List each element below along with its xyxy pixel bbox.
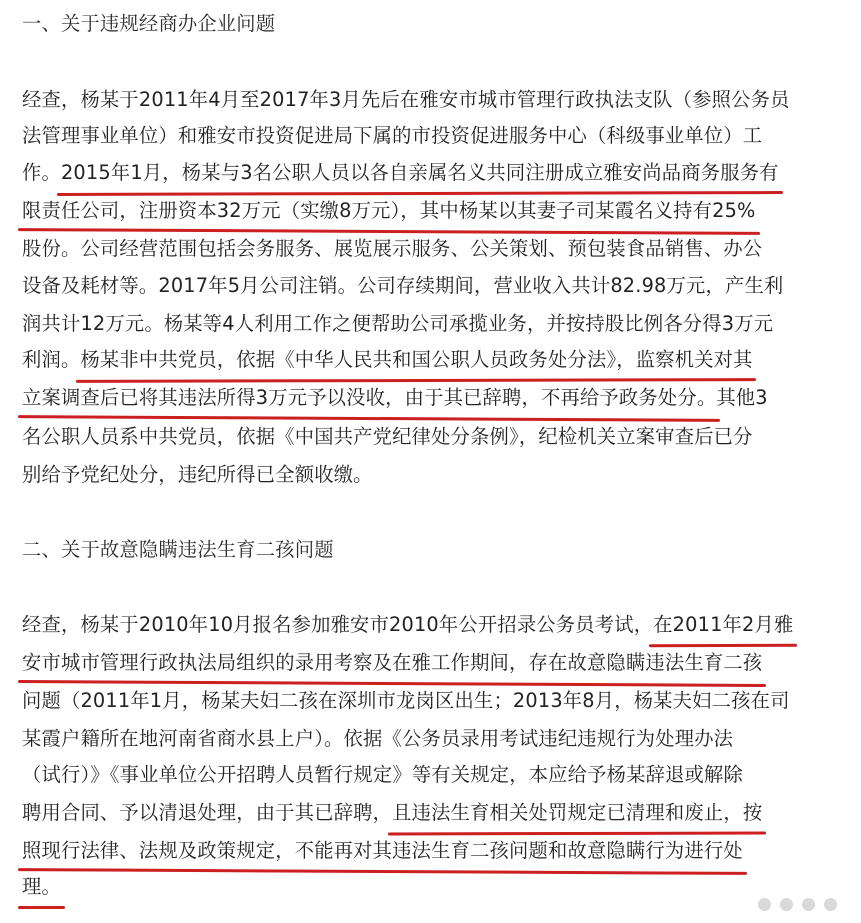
underlined-text: 理。 xyxy=(22,869,61,905)
plain-text: 其他3 xyxy=(716,386,768,409)
underlined-text: 照现行法律、法规及政策规定，不能再对其违法生育二孩问题和故意隐瞒行为进行处 xyxy=(22,833,743,869)
underlined-text: 杨某非中共党员，依据《中华人民共和国公职人员政务处分法》，监察机关对其 xyxy=(80,342,752,378)
underlined-text: 限责任公司，注册资本32万元（实缴8万元），其中杨某以其妻子司某霞名义持有25% xyxy=(22,193,756,229)
paragraph-line xyxy=(22,795,762,831)
paragraph-line: 经查，杨某于2011年4月至2017年3月先后在雅安市城市管理行政执法支队（参照公务员 xyxy=(22,88,790,111)
paragraph-line xyxy=(22,607,793,643)
paragraph-line xyxy=(22,869,61,905)
underlined-text: 且违法生育相关处罚规定已清理和废止，按 xyxy=(392,795,762,831)
paragraph-line xyxy=(22,380,768,416)
paragraph-line xyxy=(22,833,743,869)
section2-heading: 二、关于故意隐瞒违法生育二孩问题 xyxy=(22,538,334,561)
underlined-text: 在2011年2月雅 xyxy=(653,607,793,643)
underlined-text: 安市城市管理行政执法局组织的录用考察及在雅工作期间，存在故意隐瞒违法生育二孩 xyxy=(22,645,762,681)
paragraph-line: 名公职人员系中共党员，依据《中国共产党纪律处分条例》，纪检机关立案审查后已分 xyxy=(22,425,753,448)
dot-icon xyxy=(758,898,771,911)
underlined-text: 2015年1月，杨某与3名公职人员以各自亲属名义共同注册成立雅安尚品商务服务有 xyxy=(61,155,779,191)
plain-text: 聘用合同、予以清退处理，由于其已辞聘， xyxy=(22,801,393,824)
paragraph-line xyxy=(22,342,753,378)
plain-text: 作。 xyxy=(22,161,61,184)
section1-heading: 一、关于违规经商办企业问题 xyxy=(22,12,276,35)
plain-text: 经查，杨某于2010年10月报名参加雅安市2010年公开招录公务员考试， xyxy=(22,613,654,636)
paragraph-line: 润共计12万元。杨某等4人利用工作之便帮助公司承揽业务，并按持股比例各分得3万元 xyxy=(22,312,774,335)
paragraph-line: （试行）》《事业单位公开招聘人员暂行规定》等有关规定，本应给予杨某辞退或解除 xyxy=(22,763,743,786)
paragraph-line xyxy=(22,155,779,191)
paragraph-line: 设备及耗材等。2017年5月公司注销。公司存续期间，营业收入共计82.98万元，产生利 xyxy=(22,274,784,297)
dot-icon xyxy=(780,898,793,911)
paragraph-line xyxy=(22,193,756,229)
paragraph-line: 别给予党纪处分，违纪所得已全额收缴。 xyxy=(22,463,373,486)
plain-text: 利润。 xyxy=(22,348,81,371)
paragraph-line: 某霞户籍所在地河南省商水县上户）。依据《公务员录用考试违纪违规行为处理办法 xyxy=(22,727,734,750)
watermark-dots xyxy=(758,898,837,911)
dot-icon xyxy=(824,898,837,911)
dot-icon xyxy=(802,898,815,911)
paragraph-line: 问题（2011年1月，杨某夫妇二孩在深圳市龙岗区出生；2013年8月，杨某夫妇二孩在司 xyxy=(22,689,790,712)
paragraph-line: 股份。公司经营范围包括会务服务、展览展示服务、公关策划、预包装食品销售、办公 xyxy=(22,237,763,260)
paragraph-line xyxy=(22,645,762,681)
paragraph-line: 法管理事业单位）和雅安市投资促进局下属的市投资促进服务中心（科级事业单位）工 xyxy=(22,124,763,147)
underlined-text: 立案调查后已将其违法所得3万元予以没收，由于其已辞聘，不再给予政务处分。 xyxy=(22,380,716,416)
